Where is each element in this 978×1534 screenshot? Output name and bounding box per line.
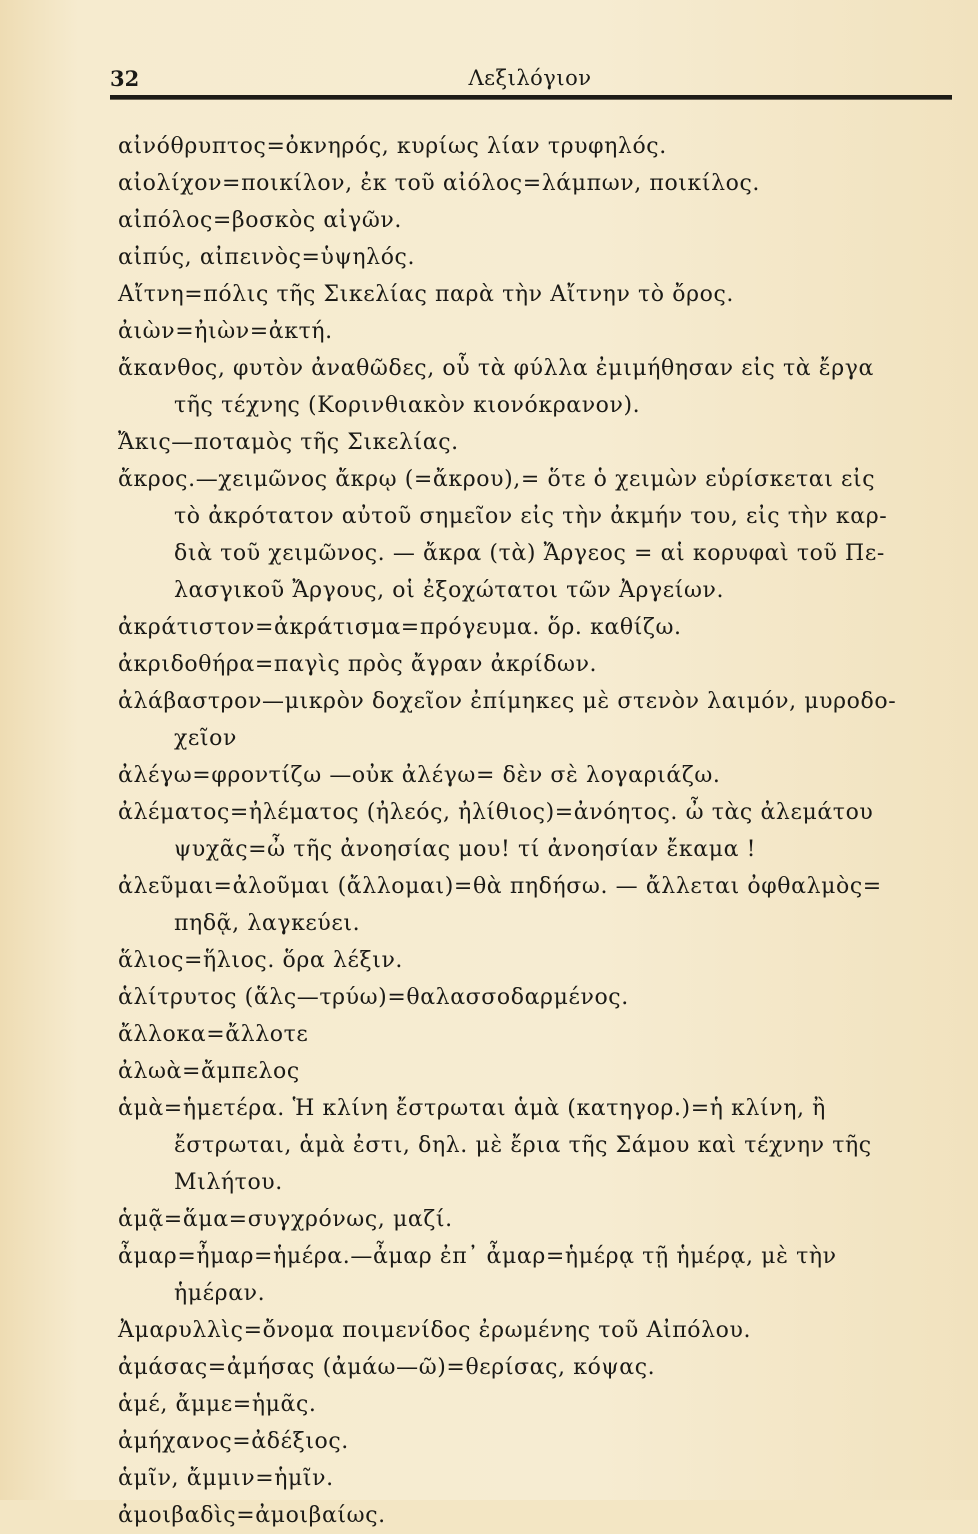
entry-line: ἀλωὰ=ἄμπελος xyxy=(118,1059,300,1084)
entry-continuation-line: ψυχᾶς=ὦ τῆς ἀνοησίας μου! τί ἀνοησίαν ἔκαμα ! xyxy=(174,837,757,862)
entry-line: ἁμὰ=ἡμετέρα. Ἡ κλίνη ἔστρωται ἁμὰ (κατηγορ.)=ἡ κλίνη, ἢ xyxy=(118,1096,826,1121)
entry-line: ἆμαρ=ἦμαρ=ἡμέρα.—ἆμαρ ἐπ᾽ ἆμαρ=ἡμέρᾳ τῇ ἡμέρᾳ, μὲ τὴν xyxy=(118,1244,837,1269)
running-title: Λεξιλόγιον xyxy=(468,66,592,90)
entry-line: Αἴτνη=πόλις τῆς Σικελίας παρὰ τὴν Αἴτνην τὸ ὄρος. xyxy=(118,282,734,307)
entry-line: ἁλίτρυτος (ἅλς—τρύω)=θαλασσοδαρμένος. xyxy=(118,985,629,1010)
entry-line: Ἄκις—ποταμὸς τῆς Σικελίας. xyxy=(118,430,459,455)
entry-line: ἀμάσας=ἀμήσας (ἀμάω—ῶ)=θερίσας, κόψας. xyxy=(118,1355,656,1380)
glossary-entry xyxy=(118,276,954,313)
entry-line: ἀλέματος=ἠλέματος (ἠλεός, ἠλίθιος)=ἀνόητος. ὦ τὰς ἀλεμάτου xyxy=(118,800,874,825)
glossary-entry xyxy=(118,461,954,609)
entry-continuation-line: ἡμέραν. xyxy=(174,1281,266,1306)
entry-line: αἰνόθρυπτος=ὀκνηρός, κυρίως λίαν τρυφηλός. xyxy=(118,134,667,159)
entry-line: ἀλεῦμαι=ἀλοῦμαι (ἄλλομαι)=θὰ πηδήσω. — ἄλλεται ὀφθαλμὸς= xyxy=(118,874,882,899)
glossary-entry xyxy=(118,942,954,979)
glossary-entry xyxy=(118,165,954,202)
glossary-entry xyxy=(118,350,954,424)
header-rule xyxy=(110,95,952,100)
entry-line: αἰπόλος=βοσκὸς αἰγῶν. xyxy=(118,208,402,233)
entry-line: αἰολίχον=ποικίλον, ἐκ τοῦ αἰόλος=λάμπων, ποικίλος. xyxy=(118,171,761,196)
glossary-entry xyxy=(118,1349,954,1386)
entry-line: ἀμήχανος=ἀδέξιος. xyxy=(118,1429,349,1454)
entry-line: ἅλιος=ἥλιος. ὅρα λέξιν. xyxy=(118,948,404,973)
entry-continuation-line: λασγικοῦ Ἄργους, οἱ ἐξοχώτατοι τῶν Ἀργείων. xyxy=(174,578,725,603)
page-header xyxy=(110,62,950,96)
entry-line: ἀμοιβαδὶς=ἀμοιβαίως. xyxy=(118,1503,386,1528)
glossary-entry xyxy=(118,868,954,942)
glossary-entry xyxy=(118,1016,954,1053)
entry-continuation-line: τῆς τέχνης (Κορινθιακὸν κιονόκρανον). xyxy=(174,393,641,418)
glossary-entry xyxy=(118,979,954,1016)
entry-line: ἀλάβαστρον—μικρὸν δοχεῖον ἐπίμηκες μὲ στενὸν λαιμόν, μυροδο- xyxy=(118,689,897,714)
glossary-entry xyxy=(118,1312,954,1349)
glossary-entry xyxy=(118,128,954,165)
glossary-entry xyxy=(118,1201,954,1238)
page-number: 32 xyxy=(110,66,140,91)
glossary-entry xyxy=(118,683,954,757)
entry-line: ἀκριδοθήρα=παγὶς πρὸς ἄγραν ἀκρίδων. xyxy=(118,652,598,677)
entry-line: Ἀμαρυλλὶς=ὄνομα ποιμενίδος ἐρωμένης τοῦ Αἰπόλου. xyxy=(118,1318,752,1343)
glossary-entry xyxy=(118,424,954,461)
glossary-entry xyxy=(118,202,954,239)
entry-line: ἀιὼν=ἠιὼν=ἀκτή. xyxy=(118,319,333,344)
glossary-entry xyxy=(118,1090,954,1201)
glossary-entry xyxy=(118,1386,954,1423)
glossary-entry xyxy=(118,794,954,868)
entry-continuation-line: τὸ ἀκρότατον αὐτοῦ σημεῖον εἰς τὴν ἀκμήν του, εἰς τὴν καρ- xyxy=(174,504,888,529)
glossary-entry xyxy=(118,313,954,350)
glossary-entry xyxy=(118,646,954,683)
glossary-entry xyxy=(118,1497,954,1534)
entry-line: αἰπύς, αἰπεινὸς=ὑψηλός. xyxy=(118,245,416,270)
entry-line: ἁμᾷ=ἅμα=συγχρόνως, μαζί. xyxy=(118,1207,453,1232)
glossary-entry xyxy=(118,1460,954,1497)
entry-continuation-line: Μιλήτου. xyxy=(174,1170,283,1195)
entry-continuation-line: διὰ τοῦ χειμῶνος. — ἄκρα (τὰ) Ἄργεος = αἱ κορυφαὶ τοῦ Πε- xyxy=(174,541,885,566)
entry-line: ἄκανθος, φυτὸν ἀναθῶδες, οὗ τὰ φύλλα ἐμιμήθησαν εἰς τὰ ἔργα xyxy=(118,356,874,381)
entry-continuation-line: χεῖον xyxy=(174,726,237,751)
entry-line: ἀλέγω=φροντίζω —οὐκ ἀλέγω= δὲν σὲ λογαριάζω. xyxy=(118,763,721,788)
entry-line: ἀκράτιστον=ἀκράτισμα=πρόγευμα. ὅρ. καθίζω. xyxy=(118,615,682,640)
glossary-entry xyxy=(118,1238,954,1312)
entry-line: ἄκρος.—χειμῶνος ἄκρῳ (=ἄκρου),= ὅτε ὁ χειμὼν εὑρίσκεται εἰς xyxy=(118,467,876,492)
glossary-entry xyxy=(118,757,954,794)
entry-continuation-line: ἔστρωται, ἁμὰ ἐστι, δηλ. μὲ ἔρια τῆς Σάμου καὶ τέχνην τῆς xyxy=(174,1133,872,1158)
glossary-entry xyxy=(118,609,954,646)
glossary-entry xyxy=(118,1423,954,1460)
glossary-entry xyxy=(118,239,954,276)
entry-line: ἁμῖν, ἄμμιν=ἡμῖν. xyxy=(118,1466,334,1491)
entry-continuation-line: πηδᾷ, λαγκεύει. xyxy=(174,911,361,936)
glossary-entries xyxy=(118,128,954,1534)
entry-line: ἄλλοκα=ἄλλοτε xyxy=(118,1022,309,1047)
glossary-entry xyxy=(118,1053,954,1090)
entry-line: ἁμέ, ἄμμε=ἡμᾶς. xyxy=(118,1392,317,1417)
